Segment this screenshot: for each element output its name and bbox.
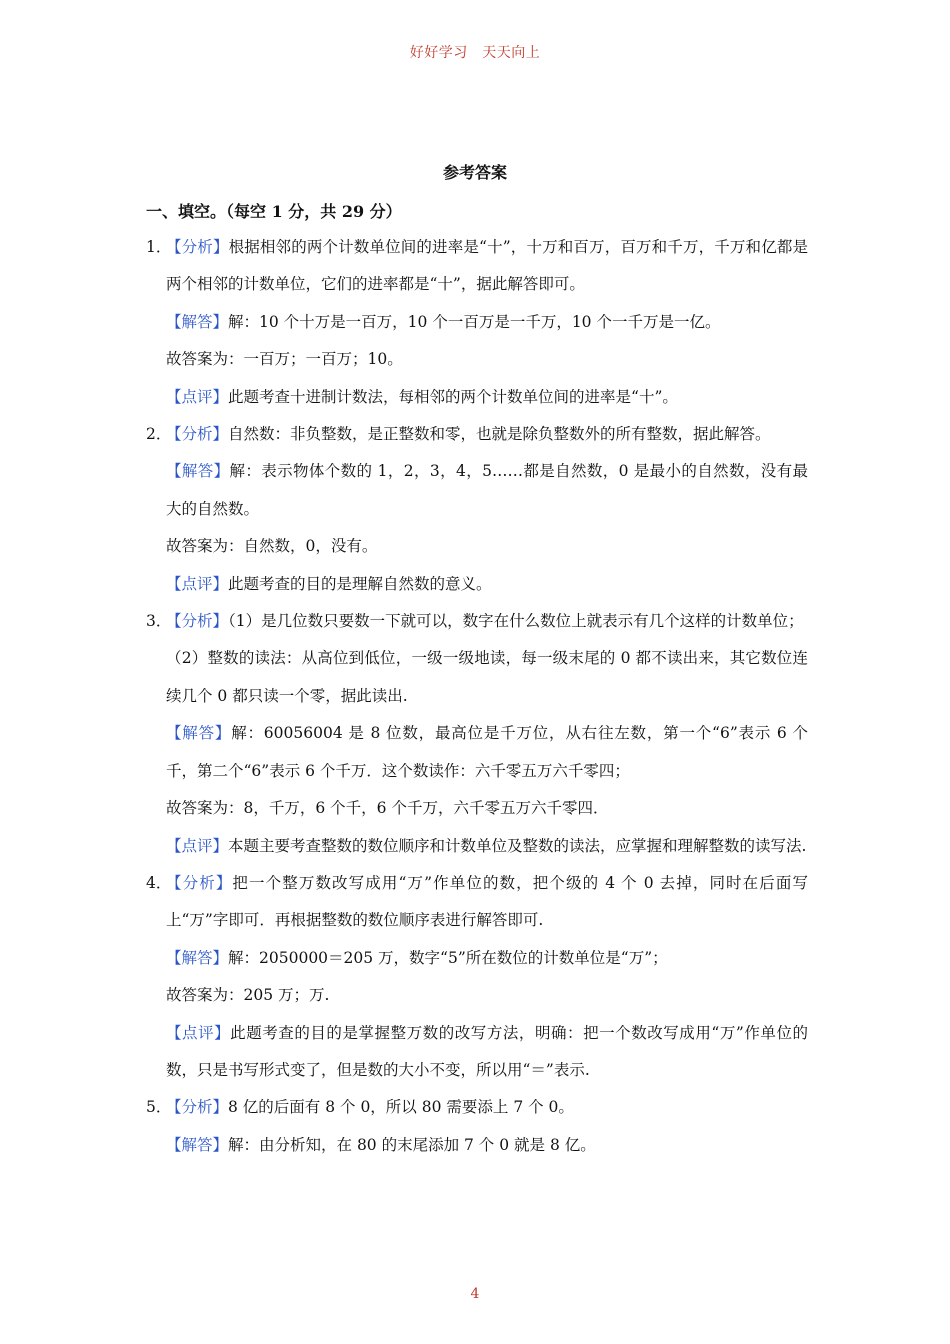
item-number: 1．	[146, 238, 172, 256]
analysis-text: （1）是几位数只要数一下就可以，数字在什么数位上就表示有几个这样的计数单位；	[228, 612, 804, 631]
comment-text: 此题考查的目的是掌握整万数的改写方法，明确：把一个数改写成用“万”作单位的数，只是书写形式变了，但是数的大小不变，所以用“＝”表示.	[166, 1023, 808, 1079]
answer-text: 解：表示物体个数的 1，2，3，4，5……都是自然数，0 是最小的自然数，没有最大的自然数。	[166, 462, 808, 518]
answer-paragraph	[146, 453, 808, 528]
answer-content	[146, 229, 808, 1164]
answer-text: 解：由分析知，在 80 的末尾添加 7 个 0 就是 8 亿。	[228, 1135, 596, 1154]
answer-text: 解：2050000＝205 万，数字“5”所在数位的计数单位是“万”；	[228, 948, 668, 967]
comment-tag: 【点评】	[166, 1023, 231, 1042]
answer-item-3	[146, 603, 808, 865]
result-paragraph: 故答案为：一百万；一百万；10。	[166, 350, 403, 369]
analysis-tag: 【分析】	[166, 238, 229, 256]
comment-paragraph	[146, 1015, 808, 1090]
comment-paragraph	[146, 566, 808, 603]
result-paragraph: 故答案为：自然数，0，没有。	[166, 537, 378, 556]
analysis-paragraph-2: （2）整数的读法：从高位到低位，一级一级地读，每一级末尾的 0 都不读出来，其它数位连续几个 0 都只读一个零，据此读出.	[166, 649, 808, 705]
analysis-paragraph	[146, 1089, 808, 1126]
comment-text: 本题主要考查整数的数位顺序和计数单位及整数的读法，应掌握和理解整数的读写法.	[228, 836, 807, 855]
result-paragraph: 故答案为：8，千万，6 个千，6 个千万，六千零五万六千零四．	[166, 799, 609, 818]
answer-tag: 【解答】	[166, 462, 230, 481]
analysis-paragraph	[146, 603, 808, 640]
page-number: 4	[470, 1286, 480, 1302]
answer-paragraph	[146, 940, 808, 977]
answer-tag: 【解答】	[166, 948, 229, 967]
answer-text: 解：10 个十万是一百万，10 个一百万是一千万，10 个一千万是一亿。	[228, 312, 721, 331]
analysis-tag: 【分析】	[166, 425, 229, 444]
answer-tag: 【解答】	[166, 1135, 229, 1154]
item-number: 3．	[146, 612, 172, 631]
answer-paragraph	[146, 1127, 808, 1164]
comment-tag: 【点评】	[166, 836, 229, 855]
comment-text: 此题考查十进制计数法，每相邻的两个计数单位间的进率是“十”。	[228, 387, 678, 406]
result-paragraph: 故答案为：205 万；万.	[166, 986, 330, 1005]
comment-paragraph	[146, 379, 808, 416]
comment-paragraph	[146, 828, 808, 865]
analysis-paragraph	[146, 416, 808, 453]
answer-tag: 【解答】	[166, 312, 229, 331]
section-title: 一、填空。（每空 1 分，共 29 分）	[146, 202, 402, 221]
analysis-tag: 【分析】	[166, 612, 229, 631]
analysis-tag: 【分析】	[166, 1098, 229, 1117]
page-header: 好好学习 天天向上	[409, 45, 541, 61]
answer-item-4	[146, 865, 808, 1089]
analysis-paragraph	[146, 229, 808, 304]
analysis-text: 自然数：非负整数，是正整数和零，也就是除负整数外的所有整数，据此解答。	[228, 425, 771, 444]
comment-tag: 【点评】	[166, 387, 229, 406]
analysis-tag: 【分析】	[166, 873, 233, 892]
analysis-text: 把一个整万数改写成用“万”作单位的数，把个级的 4 个 0 去掉，同时在后面写上“万”字即可．再根据整数的数位顺序表进行解答即可.	[166, 873, 808, 930]
item-number: 4．	[146, 873, 172, 892]
answer-paragraph	[146, 715, 808, 790]
analysis-text: 根据相邻的两个计数单位间的进率是“十”，十万和百万，百万和千万，千万和亿都是两个相邻的计数单位，它们的进率都是“十”，据此解答即可。	[166, 238, 808, 294]
answer-item-1	[146, 229, 808, 416]
answer-item-5	[146, 1089, 808, 1164]
answer-paragraph	[146, 304, 808, 341]
answer-text: 解：60056004 是 8 位数，最高位是千万位，从右往左数，第一个“6”表示 6 个千，第二个“6”表示 6 个千万．这个数读作：六千零五万六千零四；	[166, 724, 808, 780]
item-number: 2．	[146, 425, 172, 444]
analysis-paragraph	[146, 865, 808, 940]
answer-tag: 【解答】	[166, 724, 232, 743]
analysis-text: 8 亿的后面有 8 个 0，所以 80 需要添上 7 个 0。	[228, 1098, 574, 1117]
comment-tag: 【点评】	[166, 574, 229, 593]
item-number: 5．	[146, 1098, 172, 1117]
page-title: 参考答案	[442, 163, 507, 182]
answer-item-2	[146, 416, 808, 603]
comment-text: 此题考查的目的是理解自然数的意义。	[228, 574, 492, 593]
